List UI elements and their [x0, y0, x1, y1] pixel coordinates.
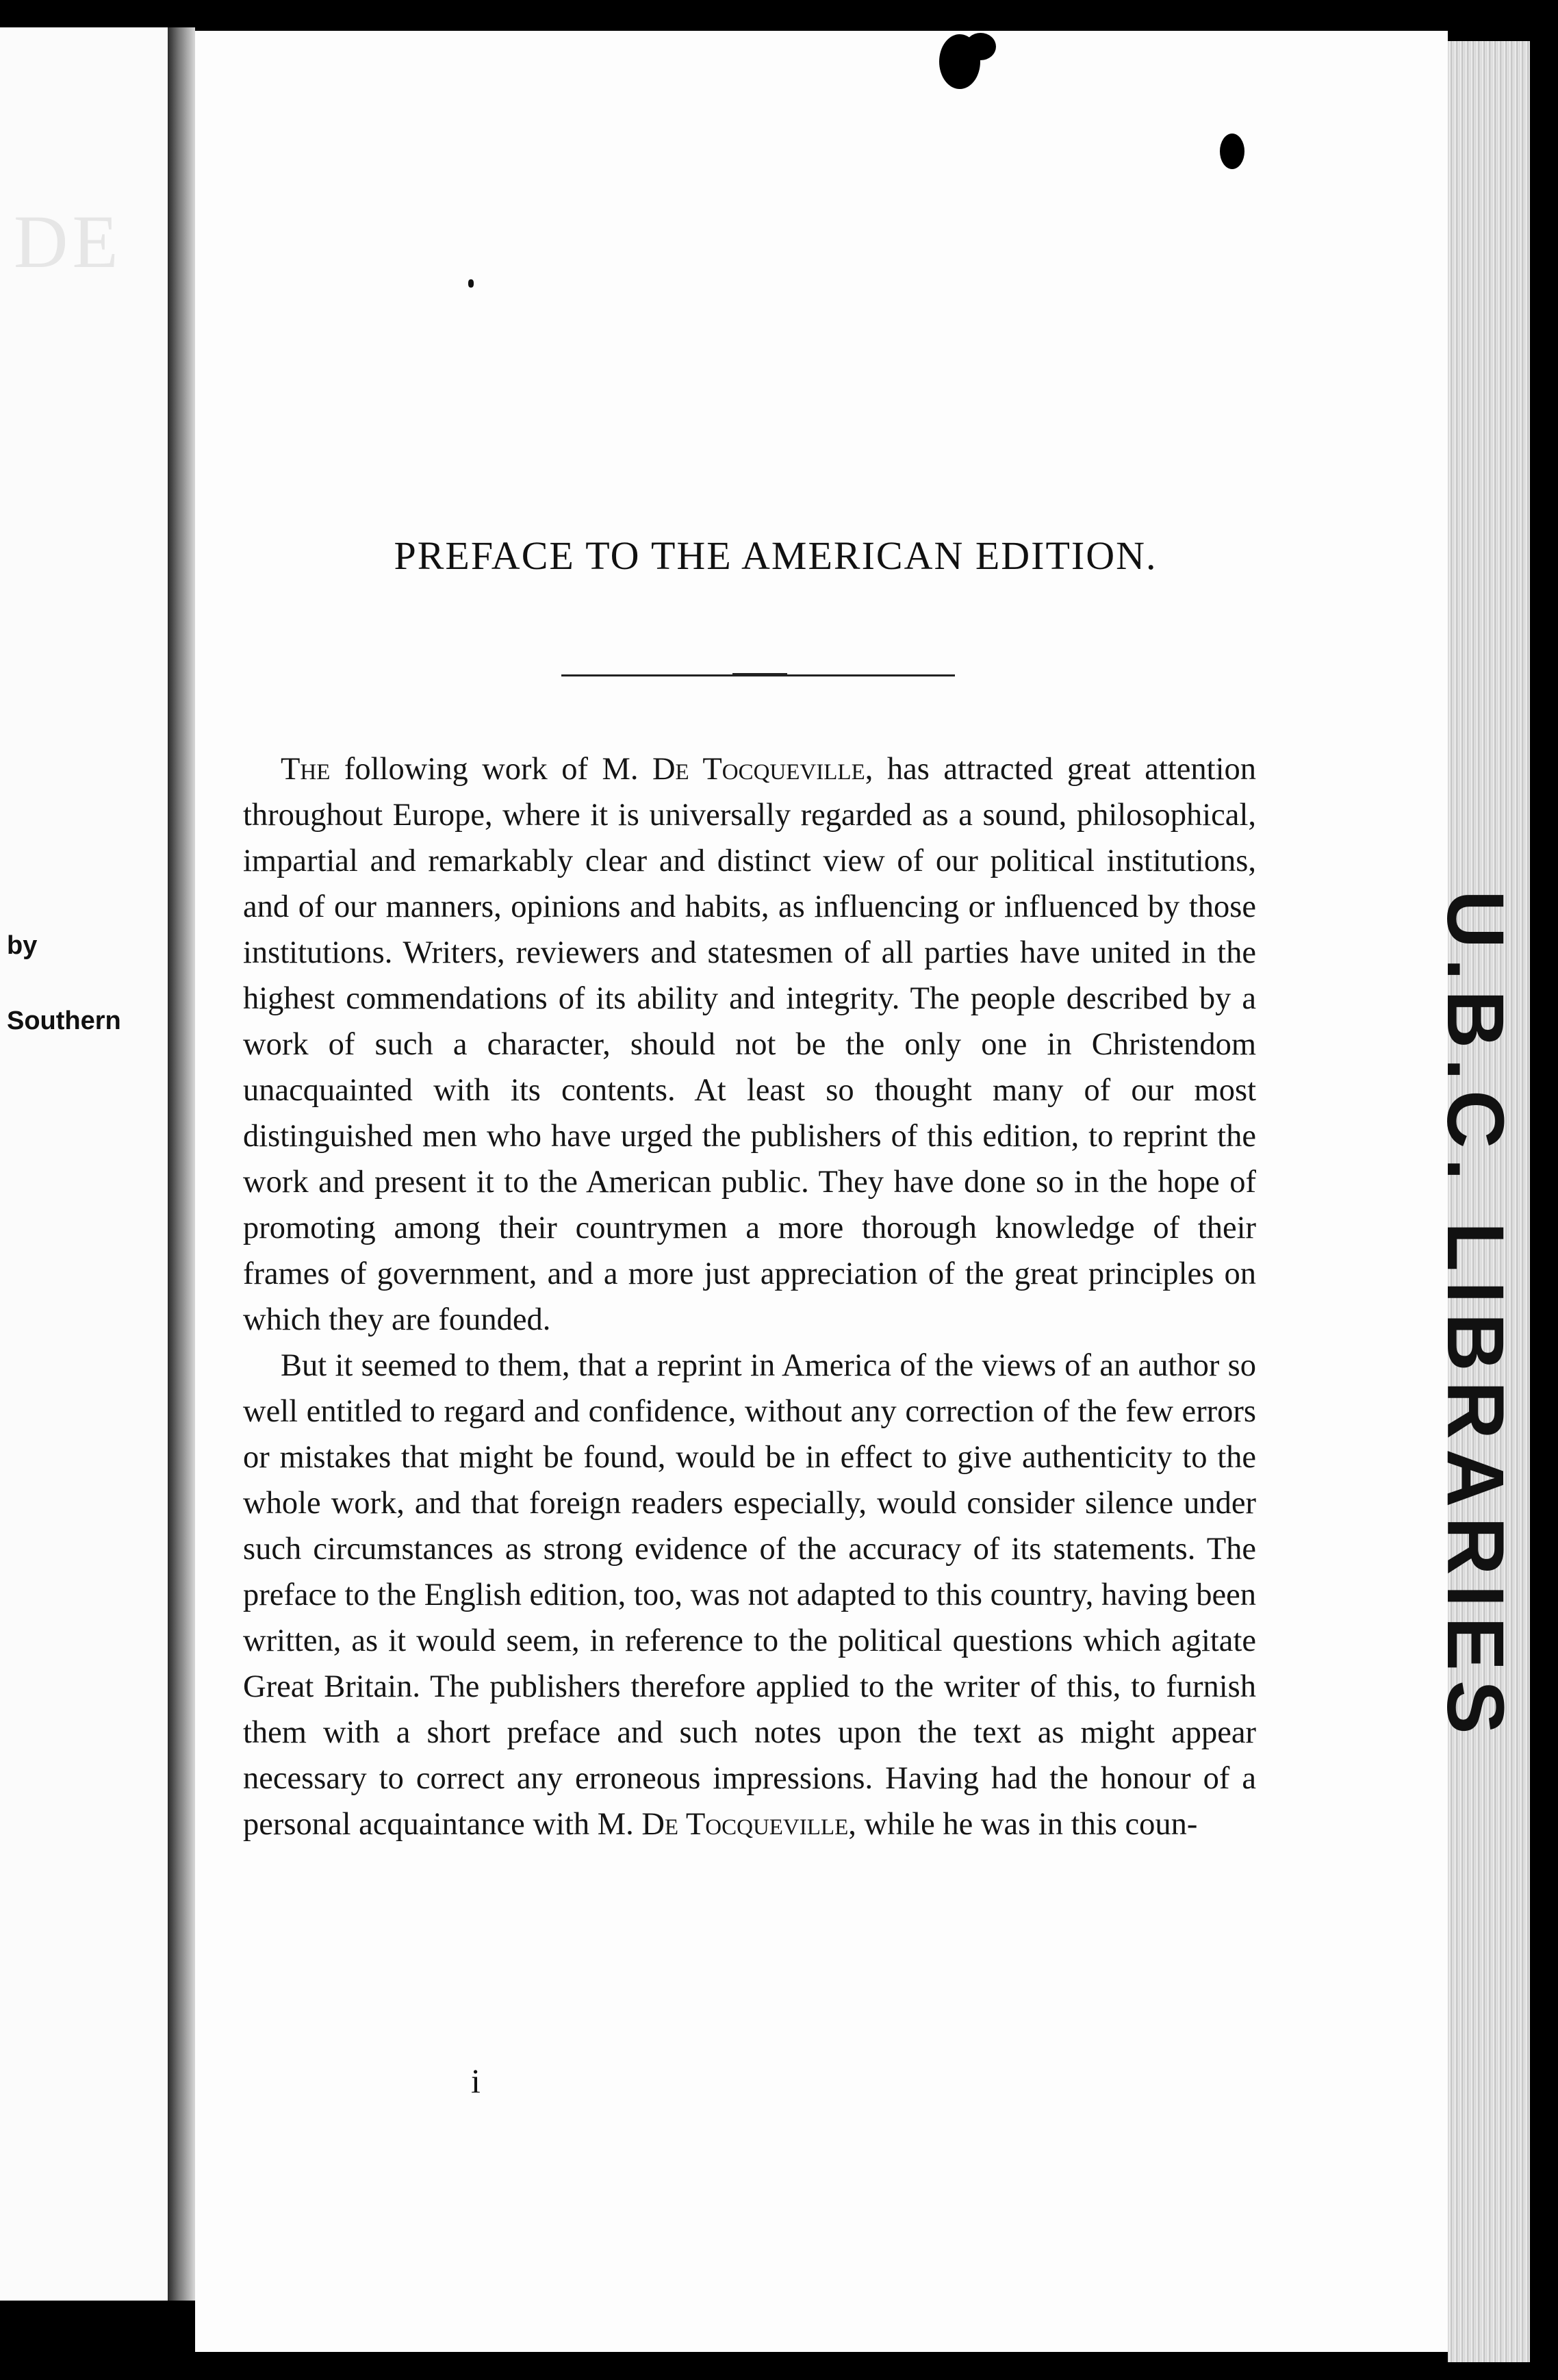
- book-gutter: [168, 27, 195, 2301]
- author-name: De Tocqueville: [641, 1807, 849, 1842]
- paragraph: The following work of M. De Tocqueville, has attracted great attention throughout Europe, where it is universally regarded as a sound, philosophical, impartial and remarkably clear and distinct view of our political institutions, and of our manners, opinions and habits, as influencing or influenced by those institutions. Writers, reviewers and statesmen of all parties have united in the highest commendations of its ability and integrity. The people described by a work of such a character, should not be the only one in Christendom unacquainted with its contents. At least so thought many of our most distinguished men who have urged the publishers of this edition, to reprint the work and present it to the American public. They have done so in the hope of promoting among their countrymen a more thorough knowledge of their frames of government, and a more just appreciation of the great principles on which they are founded.: [243, 752, 1256, 1337]
- ink-blot: [965, 33, 996, 60]
- left-page-word: Southern: [7, 1007, 121, 1035]
- page-title: PREFACE TO THE AMERICAN EDITION.: [394, 533, 1158, 578]
- ink-blot: [1220, 134, 1244, 169]
- page-number: i: [471, 2062, 481, 2100]
- paragraph: But it seemed to them, that a reprint in America of the views of an author so well entitled to regard and confidence, without any correction of the few errors or mistakes that might be found, would be in effect to give authenticity to the whole work, and that foreign readers especially, would consider silence under such circumstances as strong evidence of the accuracy of its statements. The preface to the English edition, too, was not adapted to this country, having been written, as it would seem, in reference to the political questions which agitate Great Britain. The publishers therefore applied to the writer of this, to furnish them with a short preface and such notes upon the text as might appear necessary to correct any erroneous impressions. Having had the honour of a personal acquaintance with M. De Tocqueville, while he was in this coun-: [243, 1348, 1256, 1842]
- title-rule: [561, 674, 955, 676]
- ink-speck: [468, 279, 474, 288]
- library-stamp: U.B.C. LIBRARIES: [1430, 890, 1520, 1744]
- left-page-strip: [0, 27, 168, 2301]
- left-page-bleedthrough: DE: [14, 200, 123, 283]
- author-name: De Tocqueville: [652, 752, 865, 787]
- preface-body: [243, 746, 1256, 1847]
- lead-word: The: [281, 752, 331, 787]
- left-page-word: by: [7, 931, 38, 960]
